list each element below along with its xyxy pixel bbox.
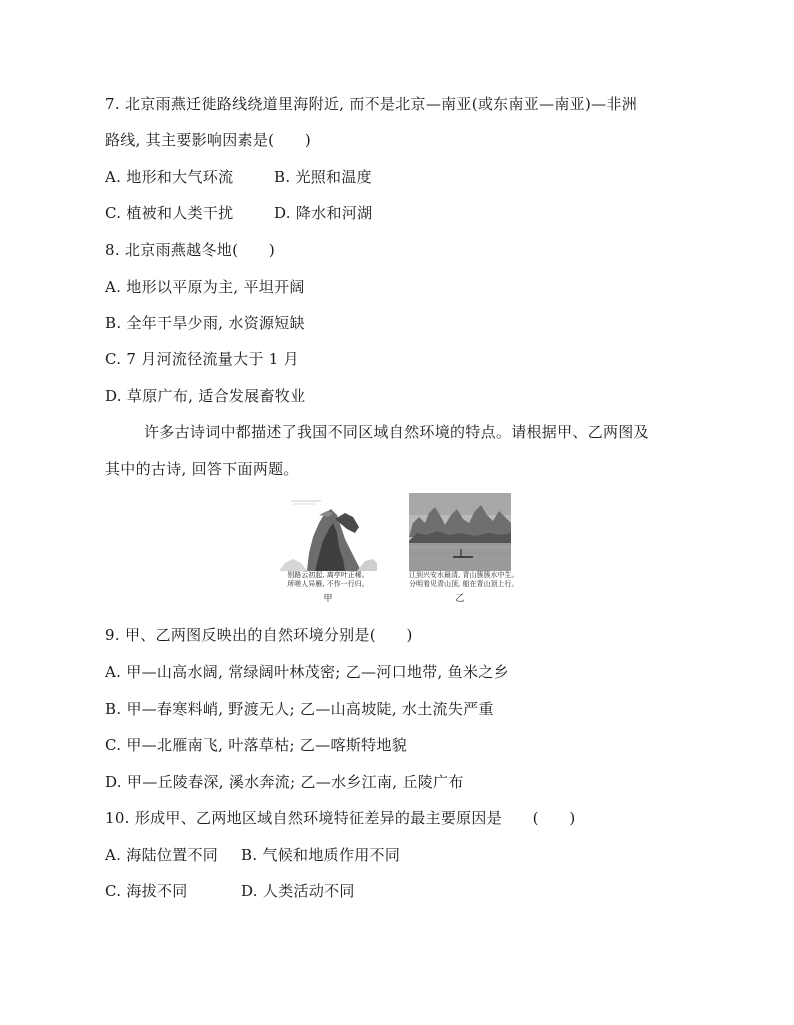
intro-line1: 许多古诗词中都描述了我国不同区域自然环境的特点。请根据甲、乙两图及 (144, 423, 649, 441)
q8-option-b: B. 全年干旱少雨, 水资源短缺 (105, 314, 305, 332)
q8-option-d: D. 草原广布, 适合发展畜牧业 (105, 387, 306, 405)
q8-option-c: C. 7 月河流径流量大于 1 月 (105, 350, 299, 368)
figure-yi-image (409, 493, 511, 571)
q10-options-row2 (105, 881, 355, 901)
q7-stem-line1: 7. 北京雨燕迁徙路线绕道里海附近, 而不是北京—南亚(或东南亚—南亚)—非洲 (105, 95, 638, 113)
q7-option-d: D. 降水和河湖 (274, 204, 373, 222)
q7-options-row2 (105, 203, 373, 223)
q10-option-d: D. 人类活动不同 (241, 882, 355, 900)
q10-options-row1 (105, 845, 401, 865)
figure-yi-poem-line2: 分明看见青山顶, 船在青山顶上行。 (409, 580, 519, 588)
q7-option-c: C. 植被和人类干扰 (105, 204, 234, 222)
figure-yi-label: 乙 (455, 594, 465, 604)
q8-stem: 8. 北京雨燕越冬地( ) (105, 241, 275, 259)
q7-option-a: A. 地形和大气环流 (105, 168, 234, 186)
q9-option-a: A. 甲—山高水阔, 常绿阔叶林茂密; 乙—河口地带, 鱼米之乡 (105, 663, 509, 681)
q9-option-d: D. 甲—丘陵春深, 溪水奔流; 乙—水乡江南, 丘陵广布 (105, 773, 464, 791)
figures-panel (279, 493, 519, 613)
figure-jia-poem-line1: 别路云初起, 离亭叶正稀。 (287, 571, 369, 579)
figure-jia (279, 493, 377, 604)
q10-option-c: C. 海拔不同 (105, 882, 188, 900)
q8-option-a: A. 地形以平原为主, 平坦开阔 (105, 278, 305, 296)
q7-stem-line2: 路线, 其主要影响因素是( ) (105, 131, 312, 149)
q9-stem: 9. 甲、乙两图反映出的自然环境分别是( ) (105, 626, 413, 644)
figure-jia-image (279, 493, 377, 571)
figure-yi (409, 493, 519, 604)
q7-options-row1 (105, 167, 372, 187)
q9-option-c: C. 甲—北雁南飞, 叶落草枯; 乙—喀斯特地貌 (105, 736, 408, 754)
figure-jia-poem-line2: 所嗟人异雁, 不作一行归。 (287, 580, 369, 588)
figure-yi-poem-line1: 江到兴安水最清, 青山簇簇水中生。 (409, 571, 519, 579)
q10-option-a: A. 海陆位置不同 (105, 846, 219, 864)
q10-stem: 10. 形成甲、乙两地区域自然环境特征差异的最主要原因是 ( ) (105, 809, 576, 827)
q9-option-b: B. 甲—春寒料峭, 野渡无人; 乙—山高坡陡, 水土流失严重 (105, 700, 494, 718)
q7-option-b: B. 光照和温度 (274, 168, 372, 186)
figure-jia-label: 甲 (323, 594, 333, 604)
q10-option-b: B. 气候和地质作用不同 (241, 846, 401, 864)
intro-line2: 其中的古诗, 回答下面两题。 (105, 460, 299, 478)
